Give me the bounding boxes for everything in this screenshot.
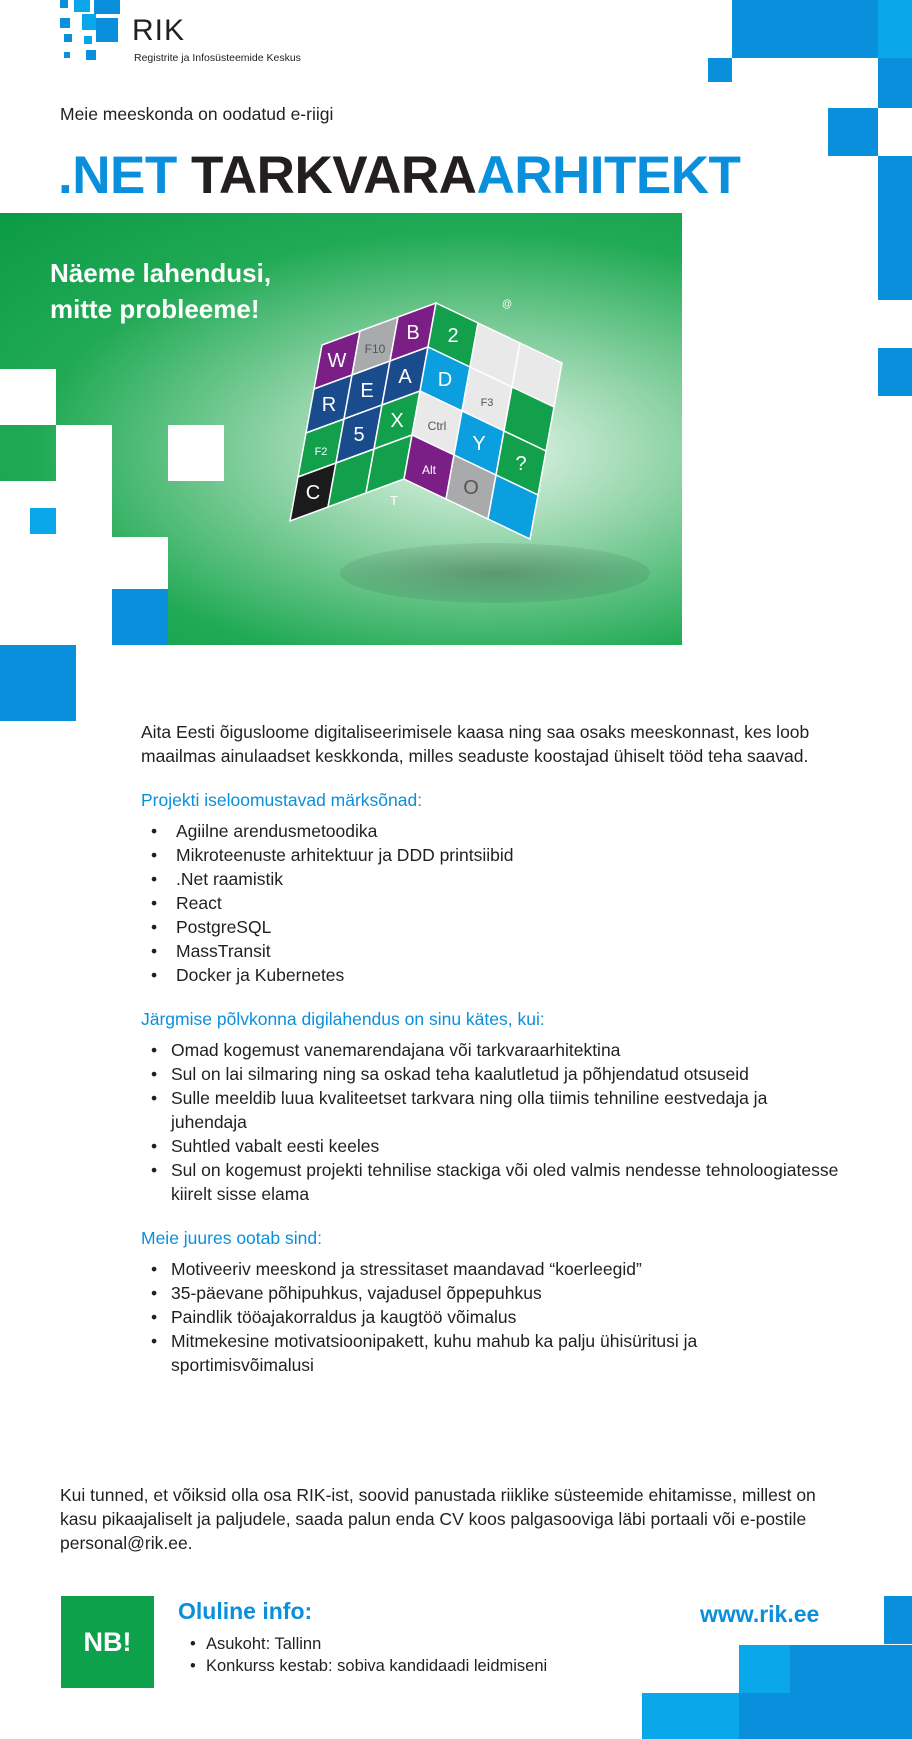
section-heading-benefits: Meie juures ootab sind:	[141, 1228, 322, 1248]
decor-square	[56, 481, 112, 645]
requirement-item: • Suhtled vabalt eesti keeles	[141, 1134, 841, 1158]
job-title	[58, 146, 740, 206]
requirement-item: • Sul on kogemust projekti tehnilise stackiga või oled valmis nendesse tehnoloogiatesse kiirelt sisse elama	[141, 1158, 841, 1206]
cube-key-label: Ctrl	[427, 419, 447, 433]
cube-key-label: F2	[314, 446, 328, 458]
decor-square	[112, 537, 168, 593]
benefits-list	[141, 1257, 841, 1377]
description-paragraph: Aita Eesti õigusloome digitaliseerimisele kaasa ning saa osaks meeskonnast, kes loob maailmas ainulaadset keskkonda, milles seaduste koostajad ühiselt tööd teha saavad.	[141, 722, 810, 766]
cube-key-label: F10	[364, 342, 386, 356]
decor-square	[112, 589, 168, 645]
keyword-item: • Agiilne arendusmetoodika	[141, 819, 841, 843]
hero-tagline-line: Näeme lahendusi,	[50, 258, 272, 288]
cube-key-label: ?	[515, 453, 527, 475]
benefit-item: • Paindlik tööajakorraldus ja kaugtöö võimalus	[141, 1305, 841, 1329]
keyword-item: • React	[141, 891, 841, 915]
cube-key-label: @	[502, 299, 513, 310]
cube-key-label: D	[437, 369, 453, 391]
cube-key-label: C	[305, 482, 321, 504]
requirements-list	[141, 1038, 841, 1206]
job-title-part: ARHITEKT	[476, 146, 741, 205]
cube-key-label: Alt	[421, 463, 437, 477]
intro-text: Meie meeskonda on oodatud e-riigi	[60, 104, 334, 124]
decor-square	[56, 425, 112, 481]
logo-name: RIK	[132, 14, 186, 47]
decor-square	[0, 537, 56, 645]
hero-image	[0, 213, 682, 645]
cube-key-label: E	[360, 380, 374, 402]
decor-square	[708, 58, 732, 82]
cube-key-label: O	[463, 477, 479, 499]
cube-key-label: B	[406, 322, 420, 344]
job-title-part: TARKVARA	[190, 146, 477, 205]
info-list	[190, 1633, 547, 1677]
info-title: Oluline info:	[178, 1598, 313, 1624]
decor-square	[878, 58, 912, 108]
decor-square	[739, 1693, 912, 1739]
decor-square	[0, 369, 56, 425]
decor-square	[732, 0, 880, 58]
cube-key-label: Y	[472, 433, 486, 455]
requirement-item: • Sulle meeldib luua kvaliteetset tarkvara ning olla tiimis tehniline eestvedaja ja juhendaja	[141, 1086, 841, 1134]
decor-square	[884, 1596, 912, 1644]
decor-square	[878, 0, 912, 58]
cube-key-label: T	[390, 493, 398, 508]
rik-logo	[60, 0, 380, 70]
keyboard-rubik-cube-illustration	[240, 273, 660, 645]
website-link[interactable]: www.rik.ee	[700, 1601, 820, 1627]
keyword-item: • .Net raamistik	[141, 867, 841, 891]
decor-square	[642, 1693, 739, 1739]
requirement-item: • Omad kogemust vanemarendajana või tarkvaraarhitektina	[141, 1038, 841, 1062]
benefit-item: • 35-päevane põhipuhkus, vajadusel õppepuhkus	[141, 1281, 841, 1305]
hero-tagline-line: mitte probleeme!	[50, 294, 260, 324]
cube-key-label: W	[327, 350, 347, 372]
decor-square	[739, 1645, 790, 1693]
keyword-item: • Mikroteenuste arhitektuur ja DDD printsiibid	[141, 843, 841, 867]
decor-square	[30, 508, 56, 534]
keyword-item: • PostgreSQL	[141, 915, 841, 939]
decor-square	[790, 1645, 912, 1693]
section-heading-keywords: Projekti iseloomustavad märksõnad:	[141, 790, 423, 810]
logo-subtitle: Registrite ja Infosüsteemide Keskus	[134, 52, 301, 64]
cube-key-label: 2	[447, 325, 459, 347]
job-description	[141, 720, 841, 1377]
benefit-item: • Mitmekesine motivatsioonipakett, kuhu mahub ka palju ühisüritusi ja sportimisvõimalusi	[141, 1329, 841, 1377]
info-item: • Asukoht: Tallinn	[190, 1633, 547, 1655]
closing-paragraph: Kui tunned, et võiksid olla osa RIK-ist, soovid panustada riiklike süsteemide ehitamisse, millest on kasu pikaajaliselt ja paljudele, saada palun enda CV koos palgasooviga läbi portaali või e-postile personal@rik.ee.	[60, 1485, 816, 1553]
rik-logo-mark	[60, 0, 122, 62]
section-heading-requirements: Järgmise põlvkonna digilahendus on sinu kätes, kui:	[141, 1009, 545, 1029]
requirement-item: • Sul on lai silmaring ning sa oskad teha kaalutletud ja põhjendatud otsuseid	[141, 1062, 841, 1086]
decor-square	[878, 348, 912, 396]
cube-key-label: R	[321, 394, 337, 416]
nb-badge: NB!	[61, 1596, 154, 1688]
decor-square	[828, 108, 878, 156]
keyword-item: • MassTransit	[141, 939, 841, 963]
cube-key-label: A	[398, 366, 412, 388]
decor-square	[878, 156, 912, 300]
benefit-item: • Motiveeriv meeskond ja stressitaset maandavad “koerleegid”	[141, 1257, 841, 1281]
cube-key-label: 5	[353, 424, 365, 446]
decor-square	[0, 645, 76, 721]
job-title-part: .NET	[58, 146, 191, 205]
cube-key-label: F3	[480, 397, 494, 409]
info-item: • Konkurss kestab: sobiva kandidaadi leidmiseni	[190, 1655, 547, 1677]
keyword-item: • Docker ja Kubernetes	[141, 963, 841, 987]
decor-square	[168, 425, 224, 481]
cube-key-label: X	[390, 410, 404, 432]
hero-tagline	[50, 255, 271, 327]
keywords-list	[141, 819, 841, 987]
